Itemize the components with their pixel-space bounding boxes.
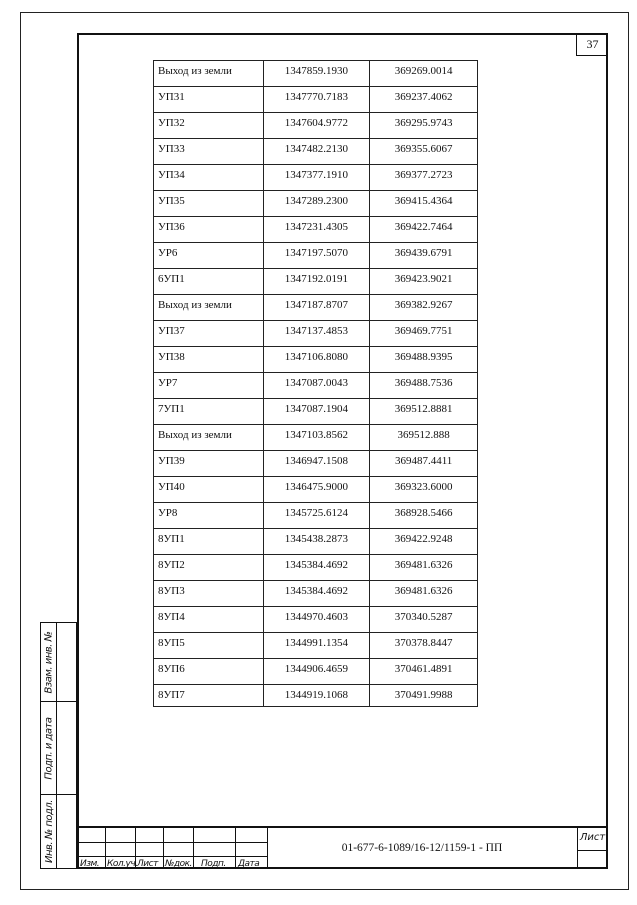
coordinates-table-body	[154, 61, 478, 707]
coord-y-cell: 369488.9395	[370, 347, 478, 373]
coord-y-cell: 369377.2723	[370, 165, 478, 191]
coord-y-cell: 369422.7464	[370, 217, 478, 243]
coord-x-cell: 1344906.4659	[263, 659, 370, 685]
table-row	[154, 633, 478, 659]
coord-y-cell: 369423.9021	[370, 269, 478, 295]
document-code: 01-677-6-1089/16-12/1159-1 - ПП	[341, 842, 503, 854]
table-row	[154, 477, 478, 503]
side-label-replaced-inventory: Взам. инв. №	[43, 631, 55, 693]
coord-x-cell: 1347137.4853	[263, 321, 370, 347]
table-row	[154, 165, 478, 191]
point-name-cell: 7УП1	[154, 399, 264, 425]
stamp-col-sheet: Лист	[137, 859, 158, 869]
coordinates-table	[153, 60, 478, 707]
side-label-signature-date: Подп. и дата	[43, 716, 55, 780]
coord-x-cell: 1344970.4603	[263, 607, 370, 633]
coord-x-cell: 1347103.8562	[263, 425, 370, 451]
coord-y-cell: 369512.888	[370, 425, 478, 451]
coord-x-cell: 1347187.8707	[263, 295, 370, 321]
point-name-cell: 8УП4	[154, 607, 264, 633]
table-row	[154, 347, 478, 373]
stamp-col-doc-number: №док.	[165, 859, 192, 869]
coord-y-cell: 369469.7751	[370, 321, 478, 347]
table-row	[154, 425, 478, 451]
coord-x-cell: 1347192.0191	[263, 269, 370, 295]
point-name-cell: 8УП7	[154, 685, 264, 707]
coord-y-cell: 369481.6326	[370, 555, 478, 581]
table-row	[154, 321, 478, 347]
table-row	[154, 373, 478, 399]
table-row	[154, 685, 478, 707]
table-row	[154, 581, 478, 607]
point-name-cell: 8УП6	[154, 659, 264, 685]
coord-y-cell: 369488.7536	[370, 373, 478, 399]
coord-x-cell: 1347231.4305	[263, 217, 370, 243]
table-row	[154, 555, 478, 581]
point-name-cell: 8УП1	[154, 529, 264, 555]
coord-y-cell: 369295.9743	[370, 113, 478, 139]
point-name-cell: УП35	[154, 191, 264, 217]
coord-y-cell: 370340.5287	[370, 607, 478, 633]
coord-y-cell: 369512.8881	[370, 399, 478, 425]
side-label-original-inventory: Инв. № подл.	[43, 800, 55, 863]
coord-y-cell: 369439.6791	[370, 243, 478, 269]
point-name-cell: Выход из земли	[154, 61, 264, 87]
table-row	[154, 217, 478, 243]
table-row	[154, 113, 478, 139]
point-name-cell: УП31	[154, 87, 264, 113]
point-name-cell: УП40	[154, 477, 264, 503]
coord-x-cell: 1347604.9772	[263, 113, 370, 139]
coord-x-cell: 1347106.8080	[263, 347, 370, 373]
coord-y-cell: 368928.5466	[370, 503, 478, 529]
coord-y-cell: 369422.9248	[370, 529, 478, 555]
table-row	[154, 607, 478, 633]
coord-x-cell: 1346947.1508	[263, 451, 370, 477]
table-row	[154, 503, 478, 529]
point-name-cell: УР7	[154, 373, 264, 399]
stamp-col-quantity: Кол.уч.	[107, 859, 138, 869]
table-row	[154, 529, 478, 555]
coord-x-cell: 1347087.0043	[263, 373, 370, 399]
point-name-cell: УП38	[154, 347, 264, 373]
coord-y-cell: 369481.6326	[370, 581, 478, 607]
coord-y-cell: 369355.6067	[370, 139, 478, 165]
point-name-cell: УП37	[154, 321, 264, 347]
coord-x-cell: 1346475.9000	[263, 477, 370, 503]
point-name-cell: УП32	[154, 113, 264, 139]
side-stamp-signature-date	[40, 702, 77, 795]
table-row	[154, 399, 478, 425]
stamp-col-change: Изм.	[80, 859, 100, 869]
table-row	[154, 61, 478, 87]
coord-y-cell: 369269.0014	[370, 61, 478, 87]
coord-x-cell: 1345384.4692	[263, 581, 370, 607]
coord-x-cell: 1345438.2873	[263, 529, 370, 555]
stamp-col-date: Дата	[238, 859, 260, 869]
point-name-cell: 6УП1	[154, 269, 264, 295]
point-name-cell: УП33	[154, 139, 264, 165]
coord-y-cell: 369237.4062	[370, 87, 478, 113]
table-row	[154, 87, 478, 113]
point-name-cell: УП39	[154, 451, 264, 477]
point-name-cell: УП34	[154, 165, 264, 191]
point-name-cell: Выход из земли	[154, 295, 264, 321]
point-name-cell: Выход из земли	[154, 425, 264, 451]
coord-x-cell: 1345725.6124	[263, 503, 370, 529]
coord-x-cell: 1347087.1904	[263, 399, 370, 425]
point-name-cell: 8УП2	[154, 555, 264, 581]
sheet-number: 37	[576, 33, 608, 56]
table-row	[154, 295, 478, 321]
point-name-cell: УР6	[154, 243, 264, 269]
stamp-col-signature: Подп.	[201, 859, 226, 869]
title-block	[77, 826, 608, 869]
point-name-cell: 8УП5	[154, 633, 264, 659]
side-stamp-original-inventory	[40, 795, 77, 869]
coord-x-cell: 1347197.5070	[263, 243, 370, 269]
coord-x-cell: 1345384.4692	[263, 555, 370, 581]
table-row	[154, 191, 478, 217]
side-stamp-replaced-inventory	[40, 622, 77, 702]
table-row	[154, 269, 478, 295]
point-name-cell: 8УП3	[154, 581, 264, 607]
coord-y-cell: 369487.4411	[370, 451, 478, 477]
coord-y-cell: 370461.4891	[370, 659, 478, 685]
coord-x-cell: 1347859.1930	[263, 61, 370, 87]
coord-y-cell: 369323.6000	[370, 477, 478, 503]
table-row	[154, 139, 478, 165]
point-name-cell: УП36	[154, 217, 264, 243]
coord-x-cell: 1344919.1068	[263, 685, 370, 707]
sheet-label: Лист	[579, 832, 606, 843]
coord-x-cell: 1347482.2130	[263, 139, 370, 165]
coord-x-cell: 1347377.1910	[263, 165, 370, 191]
table-row	[154, 451, 478, 477]
table-row	[154, 243, 478, 269]
coord-x-cell: 1344991.1354	[263, 633, 370, 659]
coord-y-cell: 369415.4364	[370, 191, 478, 217]
coord-y-cell: 370378.8447	[370, 633, 478, 659]
coord-x-cell: 1347289.2300	[263, 191, 370, 217]
coord-y-cell: 369382.9267	[370, 295, 478, 321]
coord-x-cell: 1347770.7183	[263, 87, 370, 113]
point-name-cell: УР8	[154, 503, 264, 529]
coord-y-cell: 370491.9988	[370, 685, 478, 707]
table-row	[154, 659, 478, 685]
